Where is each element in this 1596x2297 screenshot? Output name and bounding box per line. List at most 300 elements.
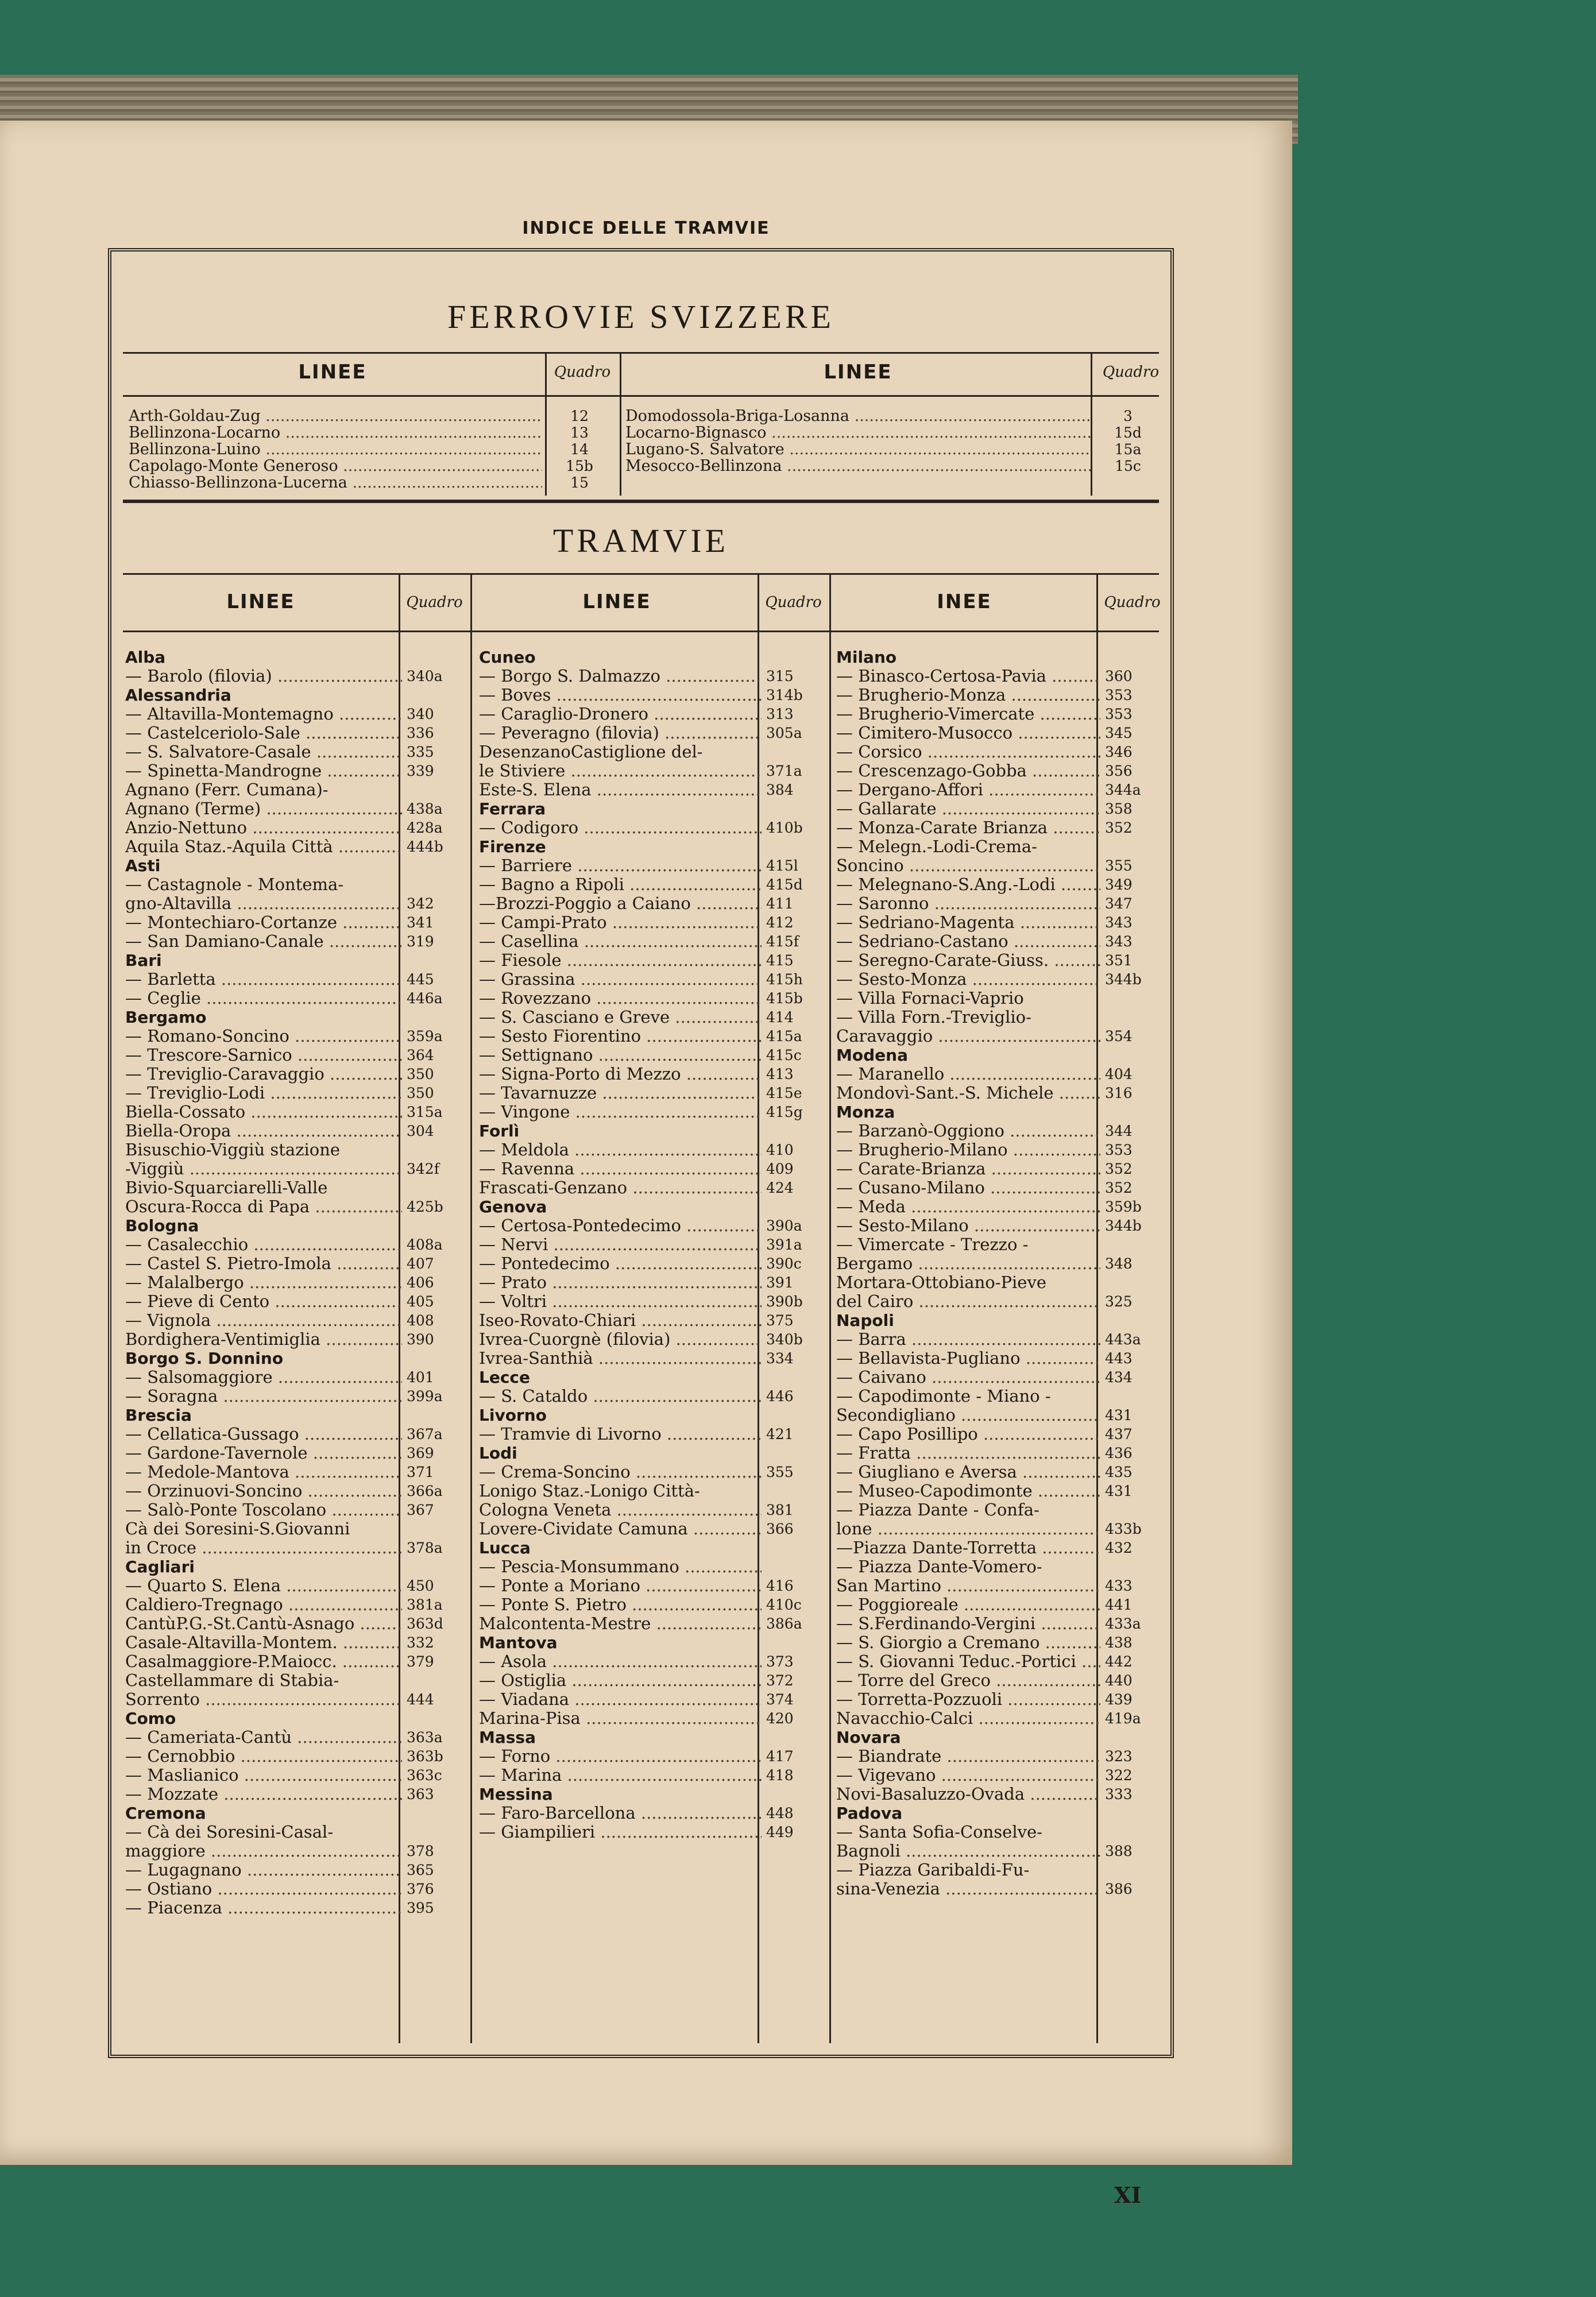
quadro-number: 314b — [766, 687, 803, 703]
line-name: — Ceglie ..... — [125, 989, 402, 1008]
quadro-number: 434 — [1105, 1369, 1133, 1386]
quadro-number: 347 — [1105, 895, 1133, 912]
line-name: — Sesto-Milano ..... — [836, 1216, 1100, 1235]
line-name: Anzio-Nettuno ..... — [125, 818, 402, 837]
line-name: — Binasco-Certosa-Pavia ..... — [836, 667, 1100, 686]
quadro-number: 353 — [1105, 687, 1133, 703]
tramvie-linee-header-1: LINEE — [226, 590, 295, 613]
index-entry — [125, 724, 470, 743]
index-entry — [479, 1235, 829, 1254]
index-entry — [479, 1576, 829, 1595]
line-name: CantùP.G.-St.Cantù-Asnago ..... — [125, 1614, 402, 1633]
index-entry — [125, 913, 470, 932]
divider — [123, 631, 1159, 632]
line-name: — Cernobbio ..... — [125, 1747, 402, 1766]
quadro-number: 339 — [407, 763, 434, 779]
line-name: — Santa Sofia-Conselve- — [836, 1823, 1042, 1842]
index-entry — [479, 1103, 829, 1122]
quadro-number: 410c — [766, 1596, 802, 1613]
line-name: Massa — [479, 1728, 536, 1747]
quadro-number: 12 — [570, 408, 589, 424]
index-entry — [479, 913, 829, 932]
line-name: Marina-Pisa ..... — [479, 1709, 762, 1728]
line-name: Bivio-Squarciarelli-Valle — [125, 1178, 328, 1197]
line-name: — Meldola ..... — [479, 1140, 762, 1159]
line-name: Soncino ..... — [836, 856, 1100, 875]
city-heading — [836, 1046, 1168, 1065]
quadro-number: 441 — [1105, 1596, 1133, 1613]
line-name: — Gallarate ..... — [836, 799, 1100, 818]
quadro-number: 13 — [570, 424, 589, 441]
tramvie-linee-header-2: LINEE — [582, 590, 651, 613]
line-name: — Spinetta-Mandrogne ..... — [125, 761, 402, 780]
line-name: del Cairo ..... — [836, 1292, 1100, 1311]
ferrovie-list-left — [129, 408, 617, 491]
index-entry — [836, 1368, 1168, 1387]
line-name: — Poggioreale ..... — [836, 1595, 1100, 1614]
quadro-number: 428a — [407, 819, 443, 836]
quadro-number: 344a — [1105, 782, 1141, 798]
line-name: — Peveragno (filovia) ..... — [479, 724, 762, 743]
index-entry — [479, 894, 829, 913]
index-entry — [479, 1273, 829, 1292]
quadro-number: 313 — [766, 706, 794, 722]
index-entry — [125, 1065, 470, 1084]
quadro-number: 343 — [1105, 914, 1133, 931]
quadro-number: 319 — [407, 933, 434, 950]
quadro-number: 369 — [407, 1445, 434, 1461]
index-entry — [479, 1330, 829, 1349]
line-name: Navacchio-Calci ..... — [836, 1709, 1100, 1728]
line-name: Lovere-Cividate Camuna ..... — [479, 1519, 762, 1538]
city-heading — [479, 1406, 829, 1425]
index-entry — [479, 1140, 829, 1159]
line-name: — Dergano-Affori ..... — [836, 780, 1100, 799]
line-name: — Capodimonte - Miano - — [836, 1387, 1051, 1406]
ferrovie-title: FERROVIE SVIZZERE — [447, 298, 834, 335]
quadro-number: 432 — [1105, 1540, 1133, 1556]
city-heading — [125, 1557, 470, 1576]
line-name: Lodi — [479, 1444, 517, 1463]
quadro-number: 373 — [766, 1653, 794, 1670]
index-entry — [836, 1027, 1168, 1046]
index-entry — [479, 667, 829, 686]
line-name: Cuneo — [479, 648, 536, 667]
line-name: — Tramvie di Livorno ..... — [479, 1425, 762, 1444]
line-name: — Certosa-Pontedecimo ..... — [479, 1216, 762, 1235]
index-entry — [125, 1652, 470, 1671]
quadro-number: 344b — [1105, 971, 1142, 988]
city-heading — [479, 799, 829, 818]
index-entry — [125, 1614, 470, 1633]
quadro-number: 424 — [766, 1180, 794, 1196]
index-entry — [125, 1519, 470, 1538]
quadro-number: 340b — [766, 1331, 803, 1348]
quadro-number: 415f — [766, 933, 799, 950]
quadro-number: 334 — [766, 1350, 794, 1367]
index-entry — [836, 1557, 1168, 1576]
quadro-number: 363c — [407, 1767, 442, 1784]
quadro-number: 415 — [766, 952, 794, 969]
index-entry — [836, 780, 1168, 799]
index-entry — [836, 1880, 1168, 1898]
line-name: — Cimitero-Musocco ..... — [836, 724, 1100, 743]
page — [0, 121, 1292, 2208]
line-name: maggiore ..... — [125, 1842, 402, 1861]
quadro-number: 352 — [1105, 1180, 1133, 1196]
quadro-number: 341 — [407, 914, 434, 931]
line-name: — Sesto Fiorentino ..... — [479, 1027, 762, 1046]
divider — [123, 352, 1159, 354]
index-entry — [479, 932, 829, 951]
quadro-number: 411 — [766, 895, 794, 912]
line-name: — Mozzate ..... — [125, 1785, 402, 1804]
index-entry — [479, 724, 829, 743]
line-name: — Ponte a Moriano ..... — [479, 1576, 762, 1595]
index-entry — [836, 1406, 1168, 1425]
index-entry — [836, 1140, 1168, 1159]
line-name: — Casalecchio ..... — [125, 1235, 402, 1254]
line-name: Milano — [836, 648, 897, 667]
quadro-number: 372 — [766, 1672, 794, 1689]
quadro-number: 415g — [766, 1104, 803, 1120]
quadro-number: 408a — [407, 1236, 443, 1253]
line-name: Novi-Basaluzzo-Ovada ..... — [836, 1785, 1100, 1804]
quadro-number: 364 — [407, 1047, 434, 1064]
quadro-number: 390 — [407, 1331, 434, 1348]
line-name: — Caraglio-Dronero ..... — [479, 705, 762, 724]
quadro-number: 354 — [1105, 1028, 1133, 1045]
index-entry — [125, 970, 470, 989]
line-name: Biella-Cossato ..... — [125, 1103, 402, 1122]
index-entry — [479, 1463, 829, 1482]
city-heading — [836, 1728, 1168, 1747]
quadro-number: 305a — [766, 725, 802, 741]
index-entry — [125, 1747, 470, 1766]
quadro-number: 378a — [407, 1540, 443, 1556]
line-name: Bellinzona-Locarno ..... — [129, 424, 542, 441]
line-name: Arth-Goldau-Zug ..... — [129, 408, 542, 424]
quadro-number: 367 — [407, 1502, 434, 1518]
line-name: — Barzanò-Oggiono ..... — [836, 1122, 1100, 1140]
quadro-number: 345 — [1105, 725, 1133, 741]
line-name: Lucca — [479, 1538, 531, 1557]
line-name: — Villa Forn.-Treviglio- — [836, 1008, 1031, 1027]
line-name: Chiasso-Bellinzona-Lucerna ..... — [129, 474, 542, 491]
line-name: — Melegnano-S.Ang.-Lodi ..... — [836, 875, 1100, 894]
line-name: Forlì — [479, 1122, 520, 1140]
index-entry — [836, 1709, 1168, 1728]
quadro-number: 349 — [1105, 876, 1133, 893]
line-name: — Asola ..... — [479, 1652, 762, 1671]
line-name: DesenzanoCastiglione del- — [479, 743, 703, 761]
quadro-number: 416 — [766, 1577, 794, 1594]
index-entry — [479, 705, 829, 724]
index-entry — [479, 1311, 829, 1330]
index-entry — [836, 818, 1168, 837]
index-entry — [836, 913, 1168, 932]
city-heading — [479, 1444, 829, 1463]
line-name: Casalmaggiore-P.Maiocc. ..... — [125, 1652, 402, 1671]
quadro-number: 322 — [1105, 1767, 1133, 1784]
index-entry — [125, 1046, 470, 1065]
quadro-number: 415a — [766, 1028, 802, 1045]
index-entry — [125, 1197, 470, 1216]
index-entry — [129, 474, 617, 491]
quadro-number: 15a — [1114, 441, 1142, 458]
quadro-number: 437 — [1105, 1426, 1133, 1443]
quadro-number: 414 — [766, 1009, 794, 1026]
index-entry — [125, 1368, 470, 1387]
line-name: Monza — [836, 1103, 895, 1122]
quadro-number: 325 — [1105, 1293, 1133, 1310]
line-name: Agnano (Terme) ..... — [125, 799, 402, 818]
quadro-number: 374 — [766, 1691, 794, 1708]
line-name: — Torretta-Pozzuoli ..... — [836, 1690, 1100, 1709]
quadro-number: 15d — [1114, 424, 1142, 441]
index-entry — [125, 1823, 470, 1842]
city-heading — [125, 1349, 470, 1368]
line-name: Novara — [836, 1728, 901, 1747]
quadro-number: 342 — [407, 895, 434, 912]
line-name: — Barolo (filovia) ..... — [125, 667, 402, 686]
line-name: Bisuschio-Viggiù stazione — [125, 1140, 341, 1159]
index-entry — [625, 424, 1165, 441]
index-entry — [836, 1084, 1168, 1103]
quadro-number: 336 — [407, 725, 434, 741]
line-name: — Lugagnano ..... — [125, 1861, 402, 1880]
index-entry — [836, 1690, 1168, 1709]
line-name: — Barra ..... — [836, 1330, 1100, 1349]
line-name: — Giampilieri ..... — [479, 1823, 762, 1842]
index-entry — [479, 875, 829, 894]
index-entry — [125, 1785, 470, 1804]
line-name: — Castel S. Pietro-Imola ..... — [125, 1254, 402, 1273]
quadro-number: 352 — [1105, 1161, 1133, 1177]
quadro-number: 438 — [1105, 1634, 1133, 1651]
index-entry — [836, 1576, 1168, 1595]
quadro-number — [762, 1557, 829, 1576]
index-entry — [836, 1671, 1168, 1690]
line-name: — Sesto-Monza ..... — [836, 970, 1100, 989]
line-name: — Boves ..... — [479, 686, 762, 705]
quadro-number: 365 — [407, 1862, 434, 1878]
line-name: — Rovezzano ..... — [479, 989, 762, 1008]
line-name: Biella-Oropa ..... — [125, 1122, 402, 1140]
index-entry — [836, 1444, 1168, 1463]
city-heading — [125, 1008, 470, 1027]
line-name: Ferrara — [479, 799, 546, 818]
quadro-number: 390c — [766, 1255, 802, 1272]
index-entry — [125, 1501, 470, 1519]
index-entry — [836, 1463, 1168, 1482]
city-heading — [836, 648, 1168, 667]
line-name: —Piazza Dante-Torretta ..... — [836, 1538, 1100, 1557]
index-entry — [625, 458, 1165, 474]
line-name: Genova — [479, 1197, 547, 1216]
city-heading — [836, 1804, 1168, 1823]
index-entry — [836, 1823, 1168, 1842]
line-name: Locarno-Bignasco ..... — [625, 424, 1091, 441]
ferrovie-quadro-header-left: Quadro — [554, 364, 611, 381]
index-entry — [836, 1197, 1168, 1216]
line-name: — Castagnole - Montema- — [125, 875, 344, 894]
index-entry — [125, 1330, 470, 1349]
line-name: — S. Giorgio a Cremano ..... — [836, 1633, 1100, 1652]
index-entry — [479, 1709, 829, 1728]
index-entry — [125, 1235, 470, 1254]
quadro-number: 359a — [407, 1028, 443, 1045]
divider — [123, 573, 1159, 575]
quadro-number: 410 — [766, 1142, 794, 1158]
line-name: in Croce ..... — [125, 1538, 402, 1557]
line-name: — Tavarnuzze ..... — [479, 1084, 762, 1103]
line-name: — Melegn.-Lodi-Crema- — [836, 837, 1037, 856]
line-name: Cremona — [125, 1804, 206, 1823]
line-name: — S.Ferdinando-Vergini ..... — [836, 1614, 1100, 1633]
line-name: — Cusano-Milano ..... — [836, 1178, 1100, 1197]
line-name: Alessandria — [125, 686, 231, 705]
index-entry — [836, 1216, 1168, 1235]
quadro-number: 444b — [407, 838, 443, 855]
line-name: — Meda ..... — [836, 1197, 1100, 1216]
line-name: Ivrea-Santhià ..... — [479, 1349, 762, 1368]
index-entry — [479, 1671, 829, 1690]
quadro-number: 439 — [1105, 1691, 1133, 1708]
quadro-number: 360 — [1105, 668, 1133, 685]
line-name: Napoli — [836, 1311, 894, 1330]
line-name: — Brugherio-Milano ..... — [836, 1140, 1100, 1159]
line-name: lone ..... — [836, 1519, 1100, 1538]
index-entry — [125, 932, 470, 951]
quadro-number: 440 — [1105, 1672, 1133, 1689]
line-name: — Marina ..... — [479, 1766, 762, 1785]
line-name: — Ravenna ..... — [479, 1159, 762, 1178]
index-entry — [836, 1122, 1168, 1140]
index-entry — [625, 408, 1165, 424]
line-name: Secondigliano ..... — [836, 1406, 1100, 1425]
line-name: Bordighera-Ventimiglia ..... — [125, 1330, 402, 1349]
tramvie-column-2 — [479, 648, 829, 1842]
quadro-number: 381a — [407, 1596, 443, 1613]
index-entry — [479, 1652, 829, 1671]
quadro-number: 342f — [407, 1161, 439, 1177]
divider — [829, 573, 831, 2043]
index-entry — [129, 424, 617, 441]
quadro-number: 381 — [766, 1502, 794, 1518]
quadro-number: 420 — [766, 1710, 794, 1727]
quadro-number: 315 — [766, 668, 794, 685]
line-name: Bologna — [125, 1216, 199, 1235]
line-name: — Montechiaro-Cortanze ..... — [125, 913, 402, 932]
quadro-number: 350 — [407, 1085, 434, 1101]
index-entry — [125, 1292, 470, 1311]
index-entry — [479, 1046, 829, 1065]
index-entry — [836, 1538, 1168, 1557]
quadro-number: 304 — [407, 1123, 434, 1139]
line-name: — S. Casciano e Greve ..... — [479, 1008, 762, 1027]
quadro-number: 340 — [407, 706, 434, 722]
index-entry — [479, 743, 829, 761]
line-name: Firenze — [479, 837, 546, 856]
quadro-number: 353 — [1105, 1142, 1133, 1158]
quadro-number: 442 — [1105, 1653, 1133, 1670]
tramvie-column-1 — [125, 648, 470, 1917]
index-entry — [125, 818, 470, 837]
city-heading — [479, 1728, 829, 1747]
index-entry — [836, 1178, 1168, 1197]
line-name: — Salsomaggiore ..... — [125, 1368, 402, 1387]
line-name: — Grassina ..... — [479, 970, 762, 989]
line-name: — Maranello ..... — [836, 1065, 1100, 1084]
quadro-number: 446a — [407, 990, 443, 1007]
line-name: le Stiviere ..... — [479, 761, 762, 780]
quadro-number: 332 — [407, 1634, 434, 1651]
index-entry — [125, 1898, 470, 1917]
line-name: — Piazza Garibaldi-Fu- — [836, 1861, 1030, 1880]
line-name: — Bellavista-Pugliano ..... — [836, 1349, 1100, 1368]
quadro-number: 406 — [407, 1274, 434, 1291]
line-name: — Quarto S. Elena ..... — [125, 1576, 402, 1595]
city-heading — [479, 648, 829, 667]
line-name: Casale-Altavilla-Montem. ..... — [125, 1633, 402, 1652]
line-name: — Brugherio-Monza ..... — [836, 686, 1100, 705]
line-name: Messina — [479, 1785, 553, 1804]
quadro-number: 415b — [766, 990, 803, 1007]
index-entry — [479, 1159, 829, 1178]
index-entry — [479, 1823, 829, 1842]
index-entry — [836, 799, 1168, 818]
index-entry — [125, 761, 470, 780]
index-entry — [836, 970, 1168, 989]
quadro-number: 438a — [407, 801, 443, 817]
line-name: — Monza-Carate Brianza ..... — [836, 818, 1100, 837]
index-entry — [125, 837, 470, 856]
index-entry — [836, 1595, 1168, 1614]
index-entry — [836, 1614, 1168, 1633]
quadro-number: 407 — [407, 1255, 434, 1272]
index-entry — [129, 441, 617, 458]
index-entry — [479, 1387, 829, 1406]
index-entry — [836, 894, 1168, 913]
quadro-number: 408 — [407, 1312, 434, 1329]
line-name: — Codigoro ..... — [479, 818, 762, 837]
index-entry — [125, 1273, 470, 1292]
line-name: Este-S. Elena ..... — [479, 780, 762, 799]
line-name: Bari — [125, 951, 162, 970]
line-name: Bergamo ..... — [836, 1254, 1100, 1273]
line-name: Padova — [836, 1804, 903, 1823]
quadro-number: 348 — [1105, 1255, 1133, 1272]
index-entry — [125, 705, 470, 724]
line-name: — Borgo S. Dalmazzo ..... — [479, 667, 762, 686]
quadro-number: 355 — [1105, 857, 1133, 874]
index-entry — [125, 780, 470, 799]
index-entry — [479, 1425, 829, 1444]
index-entry — [125, 1444, 470, 1463]
index-entry — [836, 989, 1168, 1008]
line-name: Sorrento ..... — [125, 1690, 402, 1709]
line-name: — Vimercate - Trezzo - — [836, 1235, 1029, 1254]
quadro-number: 390a — [766, 1217, 802, 1234]
index-entry — [836, 1519, 1168, 1538]
line-name: — Faro-Barcellona ..... — [479, 1804, 762, 1823]
line-name: Domodossola-Briga-Losanna ..... — [625, 408, 1091, 424]
city-heading — [479, 1785, 829, 1804]
index-entry — [125, 1766, 470, 1785]
city-heading — [479, 1368, 829, 1387]
quadro-number: 367a — [407, 1426, 443, 1443]
